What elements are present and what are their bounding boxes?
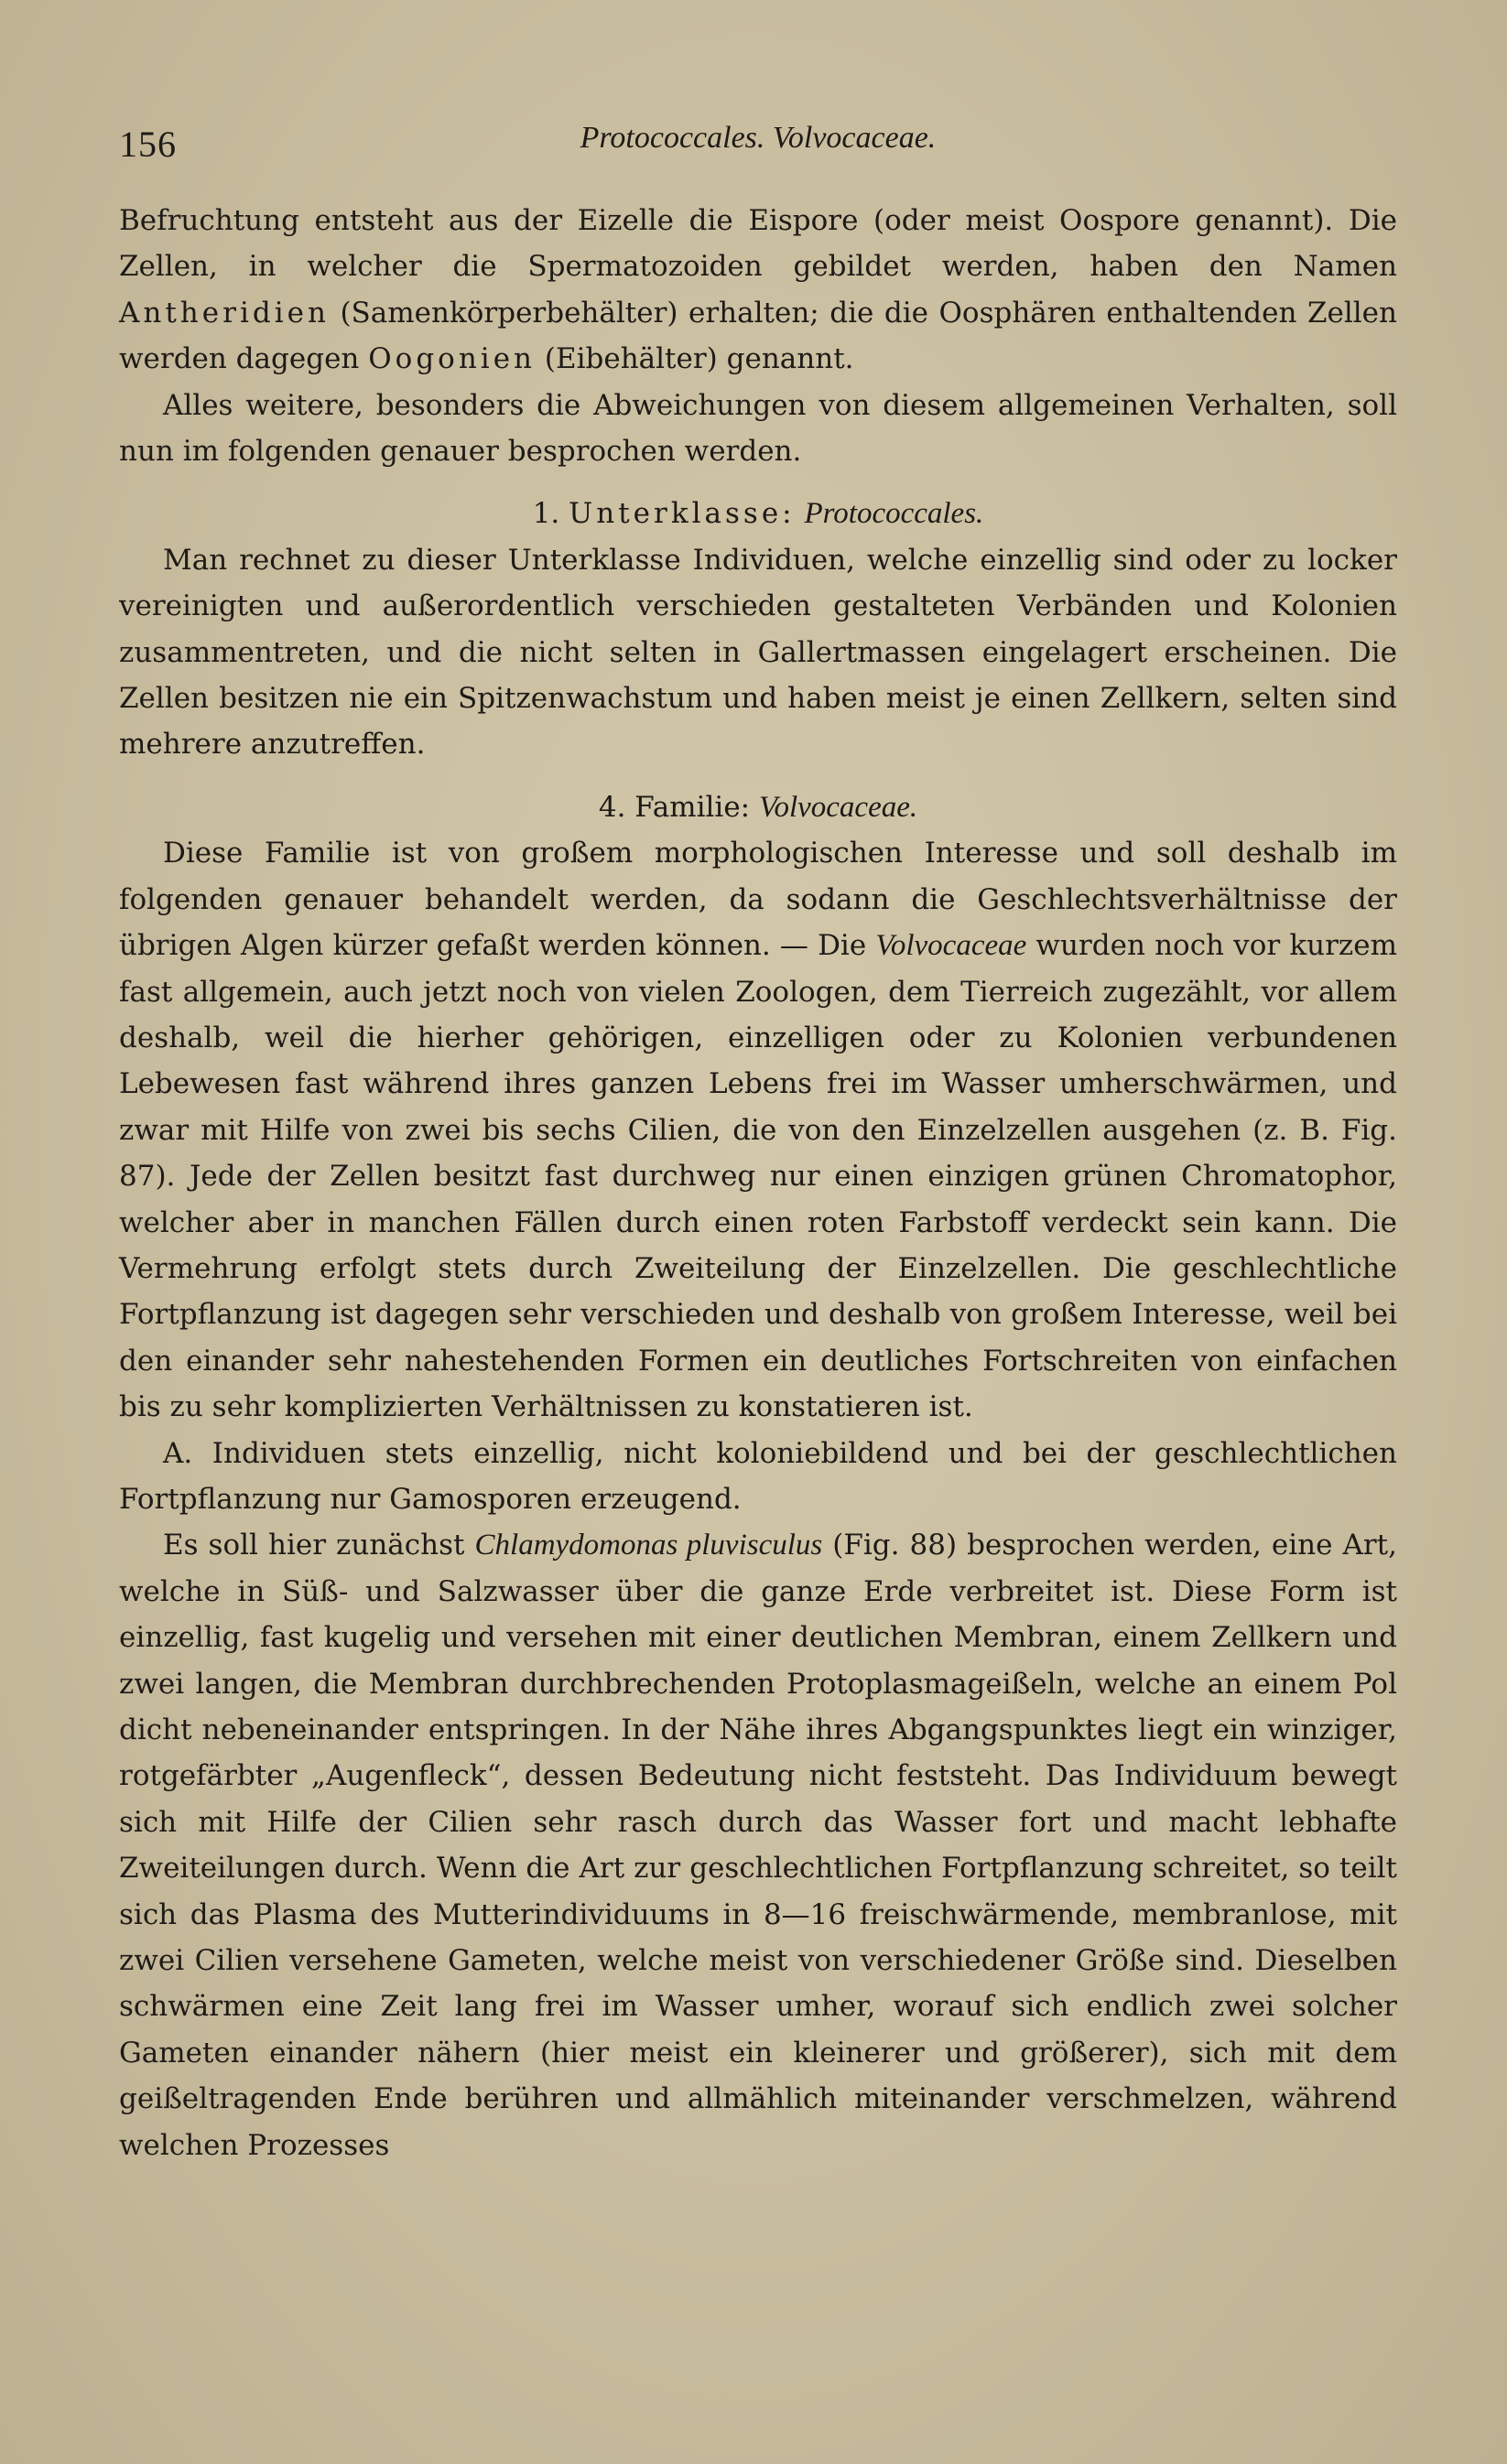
heading-subclass: 1. Unterklasse: Protococcales. <box>532 497 984 531</box>
paragraph-chlamydomonas: Es soll hier zunächst Chlamydomonas pluvisculus (Fig. 88) besprochen werden, eine Art, welche in Süß- und Salzwasser über die ganze Erde verbreitet ist. Diese Form ist einzellig, fast kugelig und versehen mit einer deutlichen Membran, einem Zellkern und zwei langen, die Membran durchbrechenden Protoplasmageißeln, welche an einem Pol dicht nebeneinander entspringen. In der Nähe ihres Abgangspunktes liegt ein winziger, rotgefärbter „Augenfleck“, dessen Bedeutung nicht feststeht. Das Individuum bewegt sich mit Hilfe der Cilien sehr rasch durch das Wasser fort und macht lebhafte Zweiteilungen durch. Wenn die Art zur geschlechtlichen Fortpflanzung schreitet, so teilt sich das Plasma des Mutterindividuums in 8—16 freischwärmende, membranlose, mit zwei Cilien versehene Gameten, welche meist von verschiedener Größe sind. Dieselben schwärmen eine Zeit lang frei im Wasser umher, worauf sich endlich zwei solcher Gameten einander nähern (hier meist ein kleinerer und größerer), sich mit dem geißeltragenden Ende berühren und allmählich miteinander verschmelzen, während welchen Prozesses <box>119 1529 1397 2162</box>
heading-family: 4. Familie: Volvocaceae. <box>598 790 918 824</box>
running-head: Protococcales. Volvocaceae. <box>580 121 937 155</box>
taxon-chlamydomonas: Chlamydomonas pluvisculus <box>474 1529 823 1562</box>
term-antheridien: Antheridien <box>119 296 330 330</box>
body-text <box>119 198 1397 2168</box>
paragraph-section-a: A. Individuen stets einzellig, nicht koloniebildend und bei der geschlechtlichen Fortpflanzung nur Gamosporen erzeugend. <box>119 1436 1397 1516</box>
page-number: 156 <box>119 124 177 165</box>
term-oogonien: Oogonien <box>368 342 537 376</box>
paragraph-further: Alles weitere, besonders die Abweichungen von diesem allgemeinen Verhalten, soll nun im folgenden genauer besprochen werden. <box>119 388 1397 469</box>
taxon-volvocaceae: Volvocaceae <box>875 929 1027 963</box>
paragraph-family: Diese Familie ist von großem morphologischen Interesse und soll deshalb im folgenden genauer behandelt werden, da sodann die Geschlechtsverhältnisse der übrigen Algen kürzer gefaßt werden können. — Die Volvocaceae wurden noch vor kurzem fast allgemein, auch jetzt noch von vielen Zoologen, dem Tierreich zugezählt, vor allem deshalb, weil die hierher gehörigen, einzelligen oder zu Kolonien verbundenen Lebewesen fast während ihres ganzen Lebens frei im Wasser umherschwärmen, und zwar mit Hilfe von zwei bis sechs Cilien, die von den Einzelzellen ausgehen (z. B. Fig. 87). Jede der Zellen besitzt fast durchweg nur einen einzigen grünen Chromatophor, welcher aber in manchen Fällen durch einen roten Farbstoff verdeckt sein kann. Die Vermehrung erfolgt stets durch Zweiteilung der Einzelzellen. Die geschlechtliche Fortpflanzung ist dagegen sehr verschieden und deshalb von großem Interesse, weil bei den einander sehr nahestehenden Formen ein deutliches Fortschreiten von einfachen bis zu sehr komplizierten Verhältnissen zu konstatieren ist. <box>119 837 1397 1424</box>
paragraph-fertilization: Befruchtung entsteht aus der Eizelle die Eispore (oder meist Oospore genannt). Die Zellen, in welcher die Spermatozoiden gebildet werden, haben den Namen Antheridien (Samenkörperbehälter) erhalten; die die Oosphären enthaltenden Zellen werden dagegen Oogonien (Eibehälter) genannt. <box>119 204 1397 376</box>
page-header <box>119 115 1397 170</box>
paragraph-subclass: Man rechnet zu dieser Unterklasse Individuen, welche einzellig sind oder zu locker vereinigten und außerordentlich verschieden gestalteten Verbänden und Kolonien zusammentreten, und die nicht selten in Gallertmassen eingelagert erscheinen. Die Zellen besitzen nie ein Spitzenwachstum und haben meist je einen Zellkern, selten sind mehrere anzutreffen. <box>119 543 1397 762</box>
